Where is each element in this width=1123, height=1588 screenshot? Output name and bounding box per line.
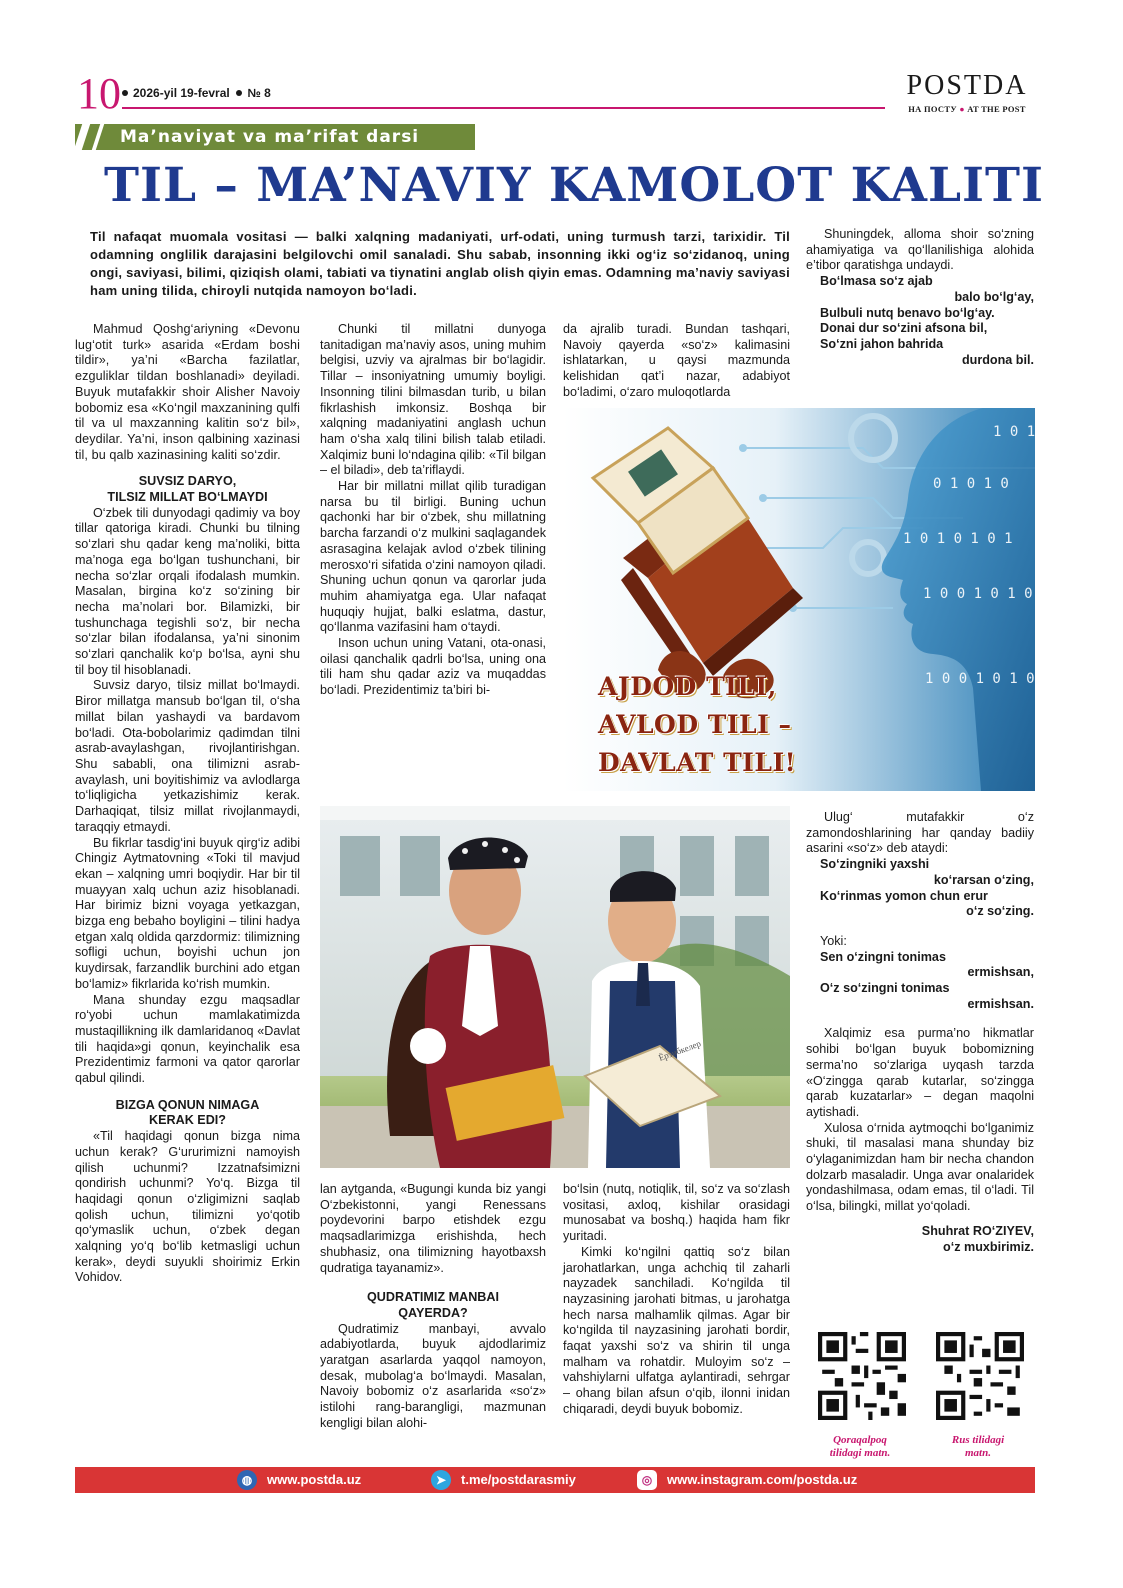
poem-verse: So‘zingniki yaxshi ko‘rarsan o‘zing, Ko‘rinmas yomon chun erur o‘z so‘zing.: [820, 857, 1034, 919]
paragraph: Qudratimiz manbayi, avvalo adabiyotlarda, buyuk ajdodlarimiz yaratgan asarlarda yaqqol namoyon, desak, mubolag‘a bo‘lmaydi. Masalan, Navoiy bobomiz o‘z asarlarida «so‘z» istilohi rang-barangligi, mazmunan kengligi bilan alohi-: [320, 1321, 546, 1430]
article-column-3-bottom: [563, 1182, 790, 1418]
logo-subtitle: [892, 104, 1042, 114]
subheading: SUVSIZ DARYO, TILSIZ MILLAT BO‘LMAYDI: [107, 474, 268, 505]
photo-svg: [320, 806, 790, 1168]
article-column-2-bottom: [320, 1182, 546, 1432]
qr-label-russian: Rus tilidagi matn.: [951, 1434, 1005, 1459]
paragraph: Kimki ko‘ngilni qattiq so‘z bilan jarohatlarkan, unga achchiq til zaharli nayzadek sanchiladi. Ko‘ngilda til nayzasining jarohati bitmas, u jarohatga hech narsa malhamlik qilmas. Agar bir ko‘ngilda til nayzasining jarohati bordir, faqat yaxshi so‘z va shirin til unga malham va rohatdir. Muloyim so‘z – vahshiylarni ulfatga aylantiradi, sehrgar – ohang bilan afsun o‘qib, ilonni inidan chiqaradi, deydi buyuk bobomiz.: [563, 1244, 790, 1416]
rubric-title: Ma’naviyat va ma’rifat darsi: [120, 127, 420, 147]
paragraph: O‘zbek tili dunyodagi qadimiy va boy tillar qatoriga kiradi. Chunki bu tilning so‘zlari shu qadar keng ma’noliki, bitta ma’noga ega bo‘lgan tushunchani, bir necha so‘zlar orqali ifodalash mumkin. Masalan, birgina ko‘z so‘zining bir necha ma’nolari bor. Bilamizki, bir tushunchaga tegishli so‘z, bir necha so‘zlar bilan ifodalansa, ya’ni sinonim so‘zlari qanchalik ko‘p bo‘lsa, ayni shu til boy til hisoblanadi.: [75, 505, 300, 677]
paragraph: Mahmud Qoshg‘ariyning «Devonu lug‘otit turk» asarida «Erdam boshi tildir», ya’ni «Barcha fazilatlar, ezguliklar tildan boshlanadi» deyiladi. Buyuk mutafakkir shoir Alisher Navoiy bobomiz esa «Ko‘ngil maxzanining qulfi til va ul maxzanning kalitin so‘z bil», deydilar. Ya’ni, inson qalbining xazinasi til, bu qalb xazinasining kaliti so‘zdir.: [75, 322, 300, 462]
paragraph: da ajralib turadi. Bundan tashqari, Navoiy qayerda «so‘z» kalimasini ishlatarkan, u qaysi mazmunda kelishidan qat’i nazar, adabiyot bo‘ladimi, o‘zaro muloqotlarda: [563, 322, 790, 399]
footer-website-link[interactable]: ◍ www.postda.uz: [237, 1470, 361, 1490]
paragraph: Har bir millatni millat qilib turadigan narsa bu til birligi. Buning uchun qachonki har bir o‘zbek, shu millatning barcha farzandi o‘z mulkini saqlagandek asrasagina kelajak avlod o‘zbek tilining merosxo‘ri sifatida o‘zini namoyon qiladi. Shuning uchun qonun va qarorlar juda muhim ahamiyatga ega. Ular nafaqat huquqiy hujjat, balki eslatma, dastur, qo‘llanma vazifasini ham o‘taydi.: [320, 479, 546, 635]
article-headline: TIL – MA’NAVIY KAMOLOT KALITI: [104, 158, 1044, 213]
page-number: 10: [77, 69, 121, 118]
paragraph: Bu fikrlar tasdig‘ini buyuk qirg‘iz adibi Chingiz Aytmatovning «Toki til mavjud ekan – xalqning umri boqiydir. Har bir til muayyan xalq uchun aziz hisoblanadi. Har birimiz bizni voyaga yetkazgan, bizga eng bebaho boyligini – tilini hadya etgan xalq oldida qarzdormiz: tilimizning sofligi uchun, boyishi uchun jon kuydirsak, farzandlik burchini ado etgan bo‘lamiz» fikrlarida ko‘rish mumkin.: [75, 835, 300, 991]
issue-date: 2026-yil 19-fevral: [133, 86, 230, 100]
footer-instagram-link[interactable]: ◎ www.instagram.com/postda.uz: [637, 1470, 857, 1490]
header-rule: [122, 107, 885, 109]
paragraph: Shuningdek, alloma shoir so‘zning ahamiyatiga va qo‘llanilishiga alohida e’tibor qaratishga undaydi.: [806, 227, 1034, 273]
article-column-3-top: [563, 322, 790, 401]
bullet-dot: [236, 90, 242, 96]
article-column-4-top: [806, 227, 1034, 368]
globe-icon: ◍: [237, 1470, 257, 1490]
binary-text: 1 0 0 1 0 1 0: [923, 586, 1033, 602]
subheading: QUDRATIMIZ MANBAI QAYERDA?: [367, 1290, 499, 1320]
article-column-1: [75, 322, 300, 1286]
article-column-2: [320, 322, 546, 699]
poem-verse: Bo‘lmasa so‘z ajab balo bo‘lg‘ay, Bulbuli nutq benavo bo‘lg‘ay. Donai dur so‘zini afsona bil, So‘zni jahon bahrida durdona bil.: [820, 274, 1034, 367]
author-signature: Shuhrat RO‘ZIYEV, o‘z muxbirimiz.: [921, 1223, 1034, 1254]
subheading: BIZGA QONUN NIMAGA KERAK EDI?: [115, 1097, 260, 1128]
telegram-icon: ➤: [431, 1470, 451, 1490]
poem-verse: Sen o‘zingni tonimas ermishsan, O‘z so‘zingni tonimas ermishsan.: [820, 949, 1034, 1011]
paragraph: Ulug‘ mutafakkir o‘z zamondoshlarining har qanday badiiy asarini «so‘z» deb ataydi:: [806, 810, 1034, 856]
binary-text: 0 1 0 1 0: [933, 476, 1009, 492]
article-lead: Til nafaqat muomala vositasi — balki xalqning madaniyati, urf-odati, uning turmush tarzi, tarixidir. Til odamning onglilik darajasini belgilovchi omil sanaladi. Shu sabab, insonning ikki og‘iz so‘zidanoq, uning ongi, saviyasi, bilimi, qiziqish olami, tabiati va tiynatini anglab olish qiyin emas. Odamning ma’naviy saviyasi ham uning tilida, chiroyli nutqida namoyon bo‘ladi.: [90, 229, 790, 298]
qr-code-karakalpak[interactable]: [818, 1332, 892, 1420]
qr-code-russian[interactable]: [936, 1332, 1010, 1420]
paragraph: Chunki til millatni dunyoga tanitadigan ma’naviy asos, uning muhim belgisi, uzviy va ajralmas bir bo‘lagidir. Tillar – insoniyatning umumiy boyligi. Insonning tilini bilmasdan turib, u bilan fikrlashish imkonsiz. Boshqa bir xalqning madaniyatini anglash uchun ham o‘sha xalq tilini bilish talab etiladi. Xalqimiz buni lo‘ndagina qilib: «Til bilgan – el biladi», deb ta’riflaydi.: [320, 322, 546, 478]
binary-text: 1 0 0 1 0 1 0: [925, 671, 1035, 687]
qr-label-karakalpak: Qoraqalpoq tilidagi matn.: [829, 1434, 891, 1459]
article-column-4-mid: [806, 810, 1034, 1255]
photo-students-reading: [320, 806, 790, 1168]
book-cover-text: Ёрзибкелер: [657, 1038, 703, 1063]
paragraph: Suvsiz daryo, tilsiz millat bo‘lmaydi. Biror millatga mansub bo‘lgan til, o‘sha millat bilan yashaydi va bardavom bo‘ladi. Ota-bobolarimiz qadimdan tilni asrab-avaylashgan, rivojlantirishgan. Shu sababli, ona tilimizni asrab-avaylash, uni boyitishimiz va avlodlarga to‘liqligicha yetkazishimiz kerak. Darhaqiqat, tilsiz millat rivojlanmaydi, taraqqiy etmaydi.: [75, 678, 300, 834]
instagram-icon: ◎: [637, 1470, 657, 1490]
issue-number: № 8: [247, 86, 271, 100]
logo-subtitle-en: AT THE POST: [967, 104, 1026, 114]
paragraph: «Til haqidagi qonun bizga nima uchun kerak? G‘ururimizni namoyish qilish uchunmi? Izzatnafsimizni qondirish uchunmi? Yo‘q. Bizga til haqidagi qonun o‘zligimizni saqlab qolish uchun, tilimizni yo‘qotib qo‘ymaslik uchun, o‘zbek degan xalqning yo‘q bo‘lib ketmasligi uchun kerak», deydi suyukli shoirimiz Erkin Vohidov.: [75, 1129, 300, 1285]
binary-text: 1 0 1: [993, 424, 1035, 440]
paragraph: lan aytganda, «Bugungi kunda biz yangi O‘zbekistonni, yangi Renessans poydevorini barpo etishdek ezgu maqsadlarimizga erishishda, hech shubhasiz, ona tilimizning hayotbaxsh qudratiga tayanamiz».: [320, 1182, 546, 1275]
paragraph: Mana shunday ezgu maqsadlar ro‘yobi uchun mamlakatimizda mustaqillikning ilk damlaridanoq «Davlat tili haqida»gi qonun, keyinchalik esa Prezidentimiz farmoni va qator qarorlar qabul qilindi.: [75, 992, 300, 1086]
paragraph: Yoki:: [820, 933, 847, 948]
paragraph: Inson uchun uning Vatani, ota-onasi, oilasi qanchalik qadrli bo‘lsa, uning ona tili ham shu qadar aziz va muqaddas bo‘ladi. Prezidentimiz ta’biri bi-: [320, 636, 546, 698]
illustration-caption: AJDOD TILI, AVLOD TILI – DAVLAT TILI!: [598, 672, 797, 777]
qr-code-icon: [818, 1332, 906, 1420]
newspaper-logo: POSTDA: [906, 70, 1028, 101]
logo-subtitle-ru: НА ПОСТУ: [908, 104, 957, 114]
paragraph: Xulosa o‘rnida aytmoqchi bo‘lganimiz shuki, til masalasi mana shunday biz o‘ylaganimizdan ham bir necha chandon dolzarb masaladir. Unga avar onalaridek yondashilmasa, odam emas, til o‘ladi. Til o‘lsa, bilingki, millat yo‘qoladi.: [806, 1120, 1034, 1214]
binary-text: 1 0 1 0 1 0 1: [903, 531, 1013, 547]
logo-separator-dot: ●: [959, 104, 965, 114]
qr-code-icon: [936, 1332, 1024, 1420]
paragraph: bo‘lsin (nutq, notiqlik, til, so‘z va so‘zlash vositasi, axloq, kishilar orasidagi munosabat va boshq.) haqida ham fikr yuritadi.: [563, 1182, 790, 1244]
footer-telegram-link[interactable]: ➤ t.me/postdarasmiy: [431, 1470, 576, 1490]
bullet-dot: [122, 90, 128, 96]
paragraph: Xalqimiz esa purma’no hikmatlar sohibi bo‘lgan buyuk bobomizning serma’no so‘zlariga uyqash tarzda «O‘zingga qarab kutarlar, so‘zingga qarab kuzatarlar» – degan maqolni aytishadi.: [806, 1026, 1034, 1119]
issue-date-line: [122, 86, 271, 100]
